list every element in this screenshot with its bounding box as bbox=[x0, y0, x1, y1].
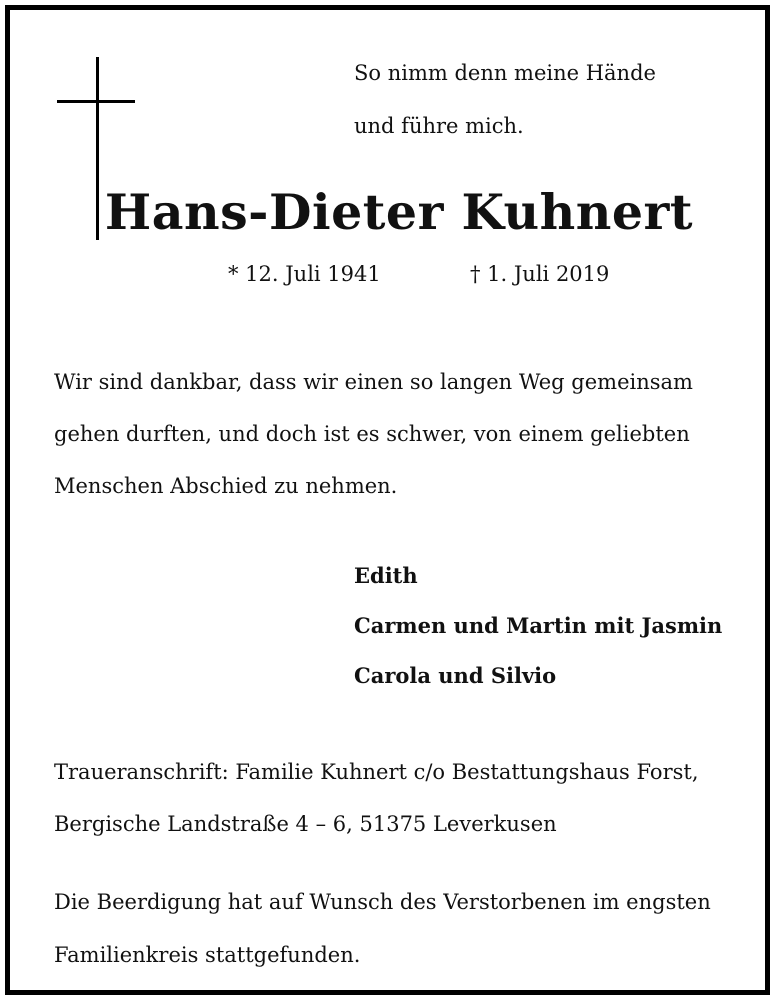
condolence-address bbox=[54, 746, 699, 850]
verse-line: So nimm denn meine Hände bbox=[354, 61, 656, 85]
cross-horizontal-bar bbox=[57, 100, 135, 103]
mourner-name: Carmen und Martin mit Jasmin bbox=[354, 613, 723, 638]
birth-date: * 12. Juli 1941 bbox=[228, 262, 381, 286]
burial-line: Familienkreis stattgefunden. bbox=[54, 943, 361, 967]
deceased-name: Hans-Dieter Kuhnert bbox=[104, 183, 693, 241]
mourner-name: Carola und Silvio bbox=[354, 663, 557, 688]
verse bbox=[354, 47, 656, 153]
burial-line: Die Beerdigung hat auf Wunsch des Verstorbenen im engsten bbox=[54, 890, 711, 914]
message-line: gehen durften, und doch ist es schwer, von einem geliebten bbox=[54, 422, 690, 446]
verse-line: und führe mich. bbox=[354, 114, 524, 138]
message-line: Wir sind dankbar, dass wir einen so langen Weg gemeinsam bbox=[54, 370, 693, 394]
address-line: Bergische Landstraße 4 – 6, 51375 Leverkusen bbox=[54, 812, 557, 836]
mourner-name: Edith bbox=[354, 563, 418, 588]
death-date: † 1. Juli 2019 bbox=[470, 262, 610, 286]
burial-notice bbox=[54, 876, 711, 982]
address-line: Traueranschrift: Familie Kuhnert c/o Bestattungshaus Forst, bbox=[54, 760, 699, 784]
message-paragraph bbox=[54, 356, 734, 512]
mourners-list bbox=[354, 551, 722, 701]
obituary-frame bbox=[5, 5, 770, 995]
message-line: Menschen Abschied zu nehmen. bbox=[54, 474, 398, 498]
